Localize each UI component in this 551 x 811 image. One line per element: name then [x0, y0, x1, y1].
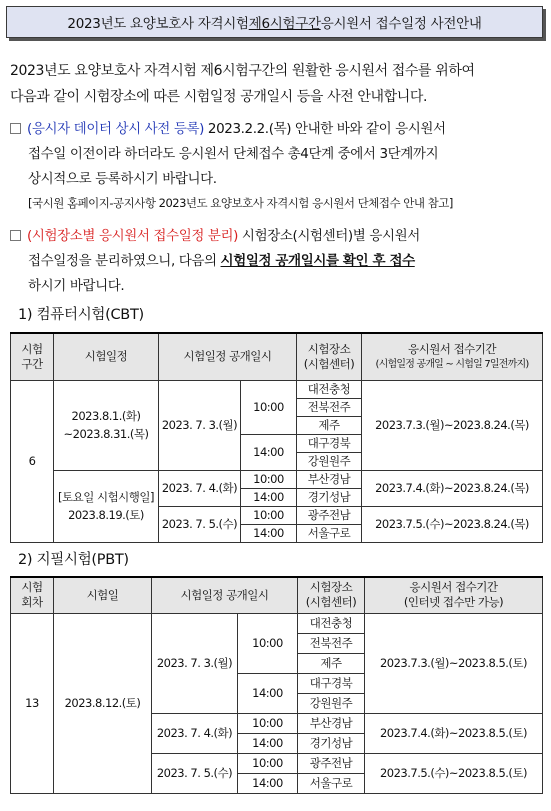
- pbt-place: 서울구로: [309, 776, 353, 790]
- pbt-header-place: 시험장소 (시험센터): [305, 580, 357, 610]
- cbt-reveal-time: 14:00: [253, 445, 284, 459]
- cbt-period: 2023.7.5.(수)~2023.8.24.(목): [375, 517, 529, 531]
- cbt-header-section: 시험 구간: [21, 341, 43, 371]
- intro-line-2: 다음과 같이 시험장소에 따른 시험일정 공개일시 등을 사전 안내합니다.: [10, 89, 428, 105]
- cbt-reveal-time: 10:00: [253, 472, 284, 486]
- pbt-header-section: 시험 회차: [21, 580, 43, 610]
- pbt-place: 대전충청: [309, 616, 353, 630]
- pbt-heading: 2) 지필시험(PBT): [18, 552, 129, 568]
- item2-line-3: 하시기 바랍니다.: [28, 278, 125, 294]
- item2-line1-rest: 시험장소(시험센터)별 응시원서: [238, 228, 420, 244]
- cbt-heading: 1) 컴퓨터시험(CBT): [18, 307, 144, 323]
- cbt-reveal-time: 14:00: [253, 526, 284, 540]
- pbt-reveal-date: 2023. 7. 3.(월): [156, 656, 233, 670]
- pbt-place: 경기성남: [309, 736, 353, 750]
- item1-line-3: 상시적으로 등록하시기 바랍니다.: [28, 171, 217, 187]
- cbt-header-reveal: 시험일정 공개일시: [183, 349, 272, 364]
- cbt-reveal-date: 2023. 7. 4.(화): [161, 481, 238, 495]
- item2-line2-emph: 시험일정 공개일시를 확인 후 접수: [220, 253, 415, 269]
- pbt-reveal-time: 14:00: [252, 686, 283, 700]
- cbt-place: 경기성남: [307, 490, 351, 504]
- item1-highlight: (응시자 데이터 상시 사전 등록): [27, 121, 204, 137]
- pbt-place: 전북전주: [309, 636, 353, 650]
- item1-reference: [국시원 홈페이지-공지사항 2023년도 요양보호사 자격시험 응시원서 단체접수 안내 참고]: [28, 196, 453, 210]
- cbt-place: 제주: [318, 418, 340, 432]
- pbt-header-reveal: 시험일정 공개일시: [180, 587, 269, 602]
- cbt-reveal-time: 14:00: [253, 490, 284, 504]
- cbt-period: 2023.7.4.(화)~2023.8.24.(목): [375, 481, 529, 495]
- cbt-header-period-sub: (시험일정 공개일 ~ 시험일 7일전까지): [375, 358, 529, 370]
- pbt-date: 2023.8.12.(토): [64, 696, 141, 710]
- pbt-reveal-time: 14:00: [252, 736, 283, 750]
- pbt-place: 광주전남: [309, 756, 353, 770]
- item2-line2-pre: 접수일정을 분리하였으니, 다음의: [28, 253, 221, 269]
- pbt-period: 2023.7.3.(월)~2023.8.5.(토): [379, 656, 528, 670]
- cbt-section: 6: [28, 454, 36, 468]
- pbt-section: 13: [25, 696, 39, 710]
- title-underlined: 제6시험구간: [248, 16, 321, 32]
- intro-paragraph: [10, 58, 545, 110]
- cbt-period: 2023.7.3.(월)~2023.8.24.(목): [375, 418, 529, 432]
- cbt-place: 서울구로: [307, 526, 351, 540]
- cbt-date-2: [토요일 시험시행일] 2023.8.19.(토): [58, 490, 154, 522]
- document-title: [6, 6, 543, 38]
- cbt-schedule-table: [10, 332, 543, 543]
- cbt-reveal-date: 2023. 7. 3.(월): [161, 418, 238, 432]
- cbt-reveal-time: 10:00: [253, 400, 284, 414]
- cbt-place: 대전충청: [307, 382, 351, 396]
- pbt-place: 제주: [320, 656, 342, 670]
- pbt-place: 대구경북: [309, 676, 353, 690]
- pbt-period: 2023.7.4.(화)~2023.8.5.(토): [379, 726, 528, 740]
- item1-line1-rest: 2023.2.2.(목) 안내한 바와 같이 응시원서: [204, 121, 446, 137]
- pbt-period: 2023.7.5.(수)~2023.8.5.(토): [379, 766, 528, 780]
- cbt-place: 대구경북: [307, 436, 351, 450]
- cbt-place: 강원원주: [307, 454, 351, 468]
- pbt-reveal-time: 10:00: [252, 716, 283, 730]
- pbt-reveal-time: 14:00: [252, 776, 283, 790]
- item2-highlight: (시험장소별 응시원서 접수일정 분리): [27, 228, 239, 244]
- checkbox-marker: [10, 230, 21, 241]
- pbt-place: 부산경남: [309, 716, 353, 730]
- notice-item-2: [10, 224, 545, 299]
- pbt-schedule-table: [10, 576, 543, 794]
- cbt-header-period: 응시원서 접수기간: [407, 341, 497, 356]
- cbt-place: 부산경남: [307, 472, 351, 486]
- cbt-reveal-date: 2023. 7. 5.(수): [161, 517, 238, 531]
- pbt-header-period: 응시원서 접수기간 (인터넷 접수만 가능): [403, 580, 504, 610]
- pbt-reveal-time: 10:00: [252, 636, 283, 650]
- pbt-reveal-time: 10:00: [252, 756, 283, 770]
- cbt-date-1: 2023.8.1.(화) ~2023.8.31.(목): [63, 409, 149, 441]
- pbt-reveal-date: 2023. 7. 4.(화): [156, 726, 233, 740]
- intro-line-1: 2023년도 요양보호사 자격시험 제6시험구간의 원활한 응시원서 접수를 위하여: [10, 63, 475, 79]
- pbt-place: 강원원주: [309, 696, 353, 710]
- notice-item-1: [10, 117, 545, 192]
- pbt-header-date: 시험일: [86, 587, 119, 602]
- cbt-reveal-time: 10:00: [253, 508, 284, 522]
- item1-line-2: 접수일 이전이라 하더라도 응시원서 단체접수 총4단계 중에서 3단계까지: [28, 146, 439, 162]
- cbt-header-date: 시험일정: [84, 349, 128, 364]
- title-post: 응시원서 접수일정 사전안내: [320, 16, 482, 32]
- cbt-place: 전북전주: [307, 400, 351, 414]
- checkbox-marker: [10, 123, 21, 134]
- title-pre: 2023년도 요양보호사 자격시험: [67, 16, 249, 32]
- cbt-header-place: 시험장소 (시험센터): [303, 341, 355, 371]
- pbt-reveal-date: 2023. 7. 5.(수): [156, 766, 233, 780]
- cbt-place: 광주전남: [307, 508, 351, 522]
